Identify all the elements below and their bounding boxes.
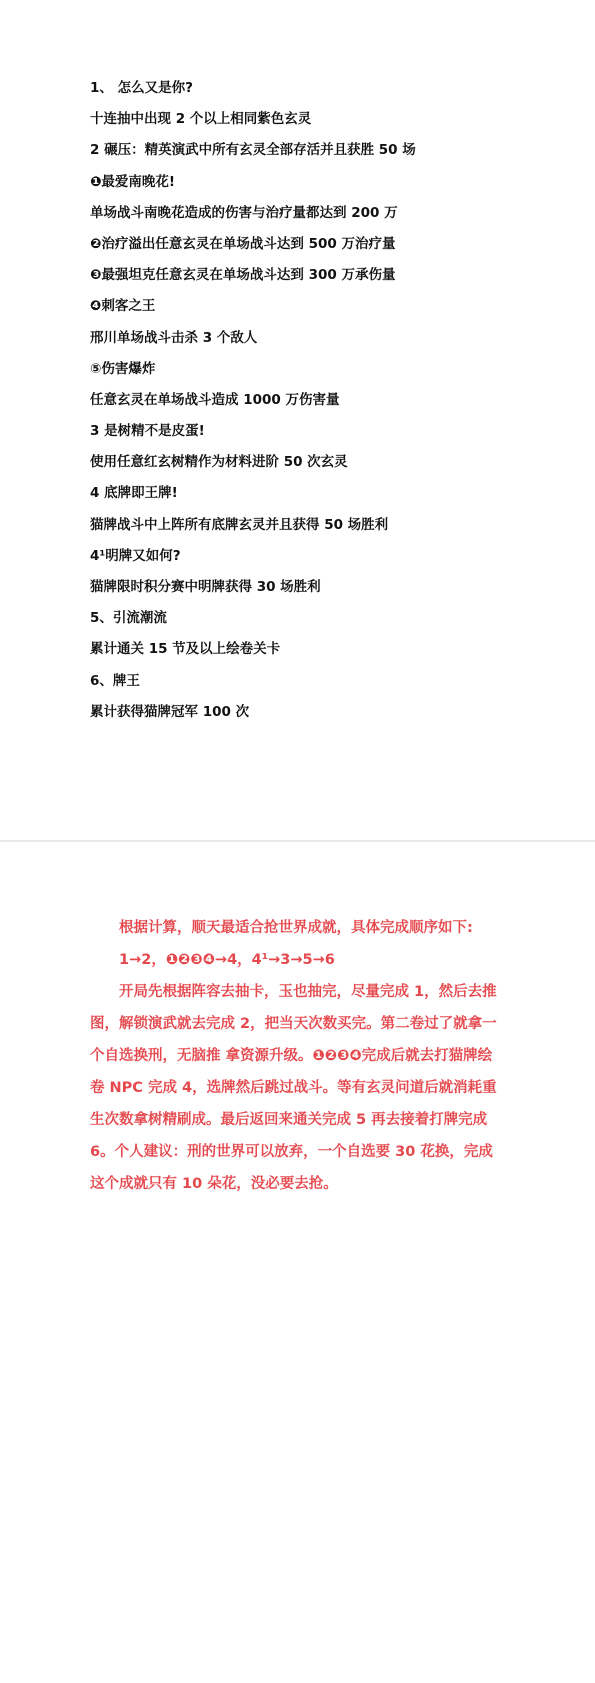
list-item: 十连抽中出现 2 个以上相同紫色玄灵 <box>90 111 312 128</box>
list-item: 3 是树精不是皮蛋! <box>90 423 205 440</box>
strategy-intro: 根据计算，顺天最适合抢世界成就，具体完成顺序如下: <box>119 920 473 936</box>
list-item: 2 碾压：精英演武中所有玄灵全部存活并且获胜 50 场 <box>90 142 416 159</box>
list-item: 邢川单场战斗击杀 3 个敌人 <box>90 329 258 346</box>
list-item: 4 底牌即王牌! <box>90 485 178 502</box>
list-item: ❹刺客之王 <box>90 298 156 315</box>
achievement-list <box>90 78 570 733</box>
strategy-advice: 开局先根据阵容去抽卡，玉也抽完，尽量完成 1，然后去推图，解锁演武就去完成 2，把当天次数买完。第二卷过了就拿一个自选换刑，无脑推 拿资源升级。❶❷❸❹完成后就去打猫牌绘卷 NPC 完成 4，选牌然后跳过战斗。等有玄灵问道后就消耗重生次数拿树精刷成。最后返回来通关完成 5 再去接着打牌完成 6。个人建议：刑的世界可以放弃，一个自选要 30 花换，完成这个成就只有 10 朵花，没必要去抢。 <box>90 984 497 1192</box>
list-item: 单场战斗南晚花造成的伤害与治疗量都达到 200 万 <box>90 204 398 221</box>
document-page-1 <box>0 0 595 840</box>
list-item: 使用任意红玄树精作为材料进阶 50 次玄灵 <box>90 454 348 471</box>
list-item: ❷治疗溢出任意玄灵在单场战斗达到 500 万治疗量 <box>90 235 396 252</box>
completion-order: 1→2，❶❷❸❹→4，4¹→3→5→6 <box>119 952 335 968</box>
list-item: 5、引流潮流 <box>90 610 167 627</box>
list-item: ❶最爱南晚花! <box>90 173 176 190</box>
list-item: 猫牌限时积分赛中明牌获得 30 场胜利 <box>90 579 321 595</box>
list-item: 任意玄灵在单场战斗造成 1000 万伤害量 <box>90 391 340 408</box>
list-item: 累计通关 15 节及以上绘卷关卡 <box>90 641 281 658</box>
list-item: ❸最强坦克任意玄灵在单场战斗达到 300 万承伤量 <box>90 267 396 284</box>
list-item: ⑤伤害爆炸 <box>90 360 156 377</box>
strategy-section <box>90 912 500 1200</box>
list-item: 累计获得猫牌冠军 100 次 <box>90 703 250 720</box>
list-item: 猫牌战斗中上阵所有底牌玄灵并且获得 50 场胜利 <box>90 516 389 533</box>
list-item: 1、 怎么又是你? <box>90 80 193 96</box>
list-item: 6、牌王 <box>90 672 140 689</box>
list-item: 4¹明牌又如何? <box>90 547 181 564</box>
